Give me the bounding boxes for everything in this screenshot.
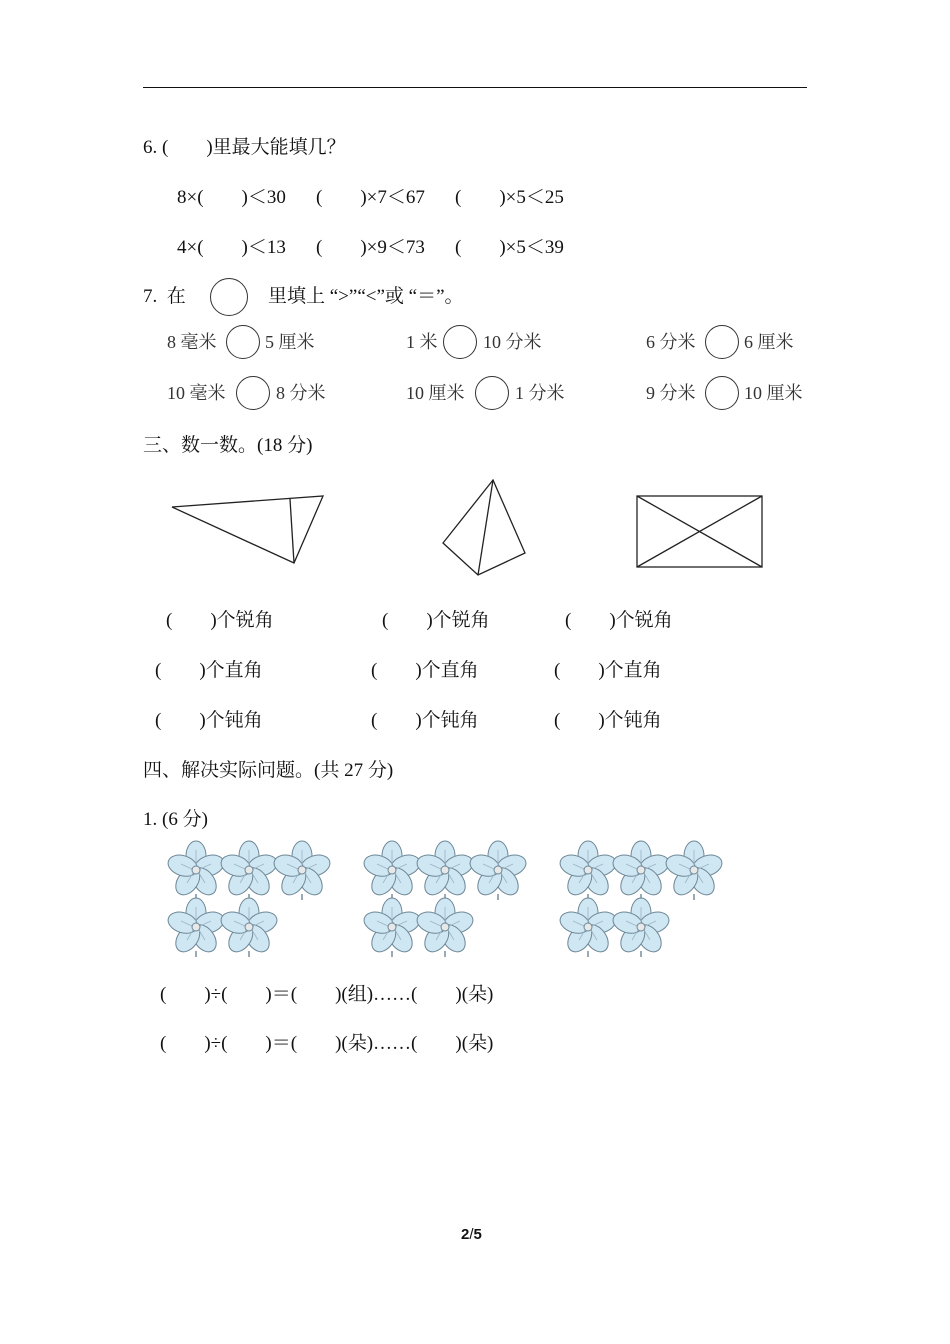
flower-groups: [0, 830, 950, 970]
q7-r2-i1-left: 10 毫米: [167, 383, 226, 403]
section4-q1-title: 1. (6 分): [143, 809, 208, 830]
flower-icon: [361, 841, 422, 900]
q7-r1-i2-left: 1 米: [406, 332, 438, 352]
flower-icon: [610, 898, 671, 957]
flower-icon: [414, 841, 475, 900]
page-indicator: [461, 1226, 482, 1243]
section4-heading: 四、解决实际问题。(共 27 分): [143, 760, 394, 781]
flower-icon: [414, 898, 475, 957]
page-separator: /: [469, 1226, 474, 1243]
flower-icon: [467, 841, 528, 900]
q6-title: 6. ( )里最大能填几？: [143, 137, 346, 158]
figure-rectangle: [637, 496, 762, 567]
page-current: 2: [461, 1226, 470, 1243]
flower-icon: [271, 841, 332, 900]
q6-r1-c3: ( )×5＜25: [455, 187, 564, 208]
flower-icon: [361, 898, 422, 957]
q6-r1-c1: 8×( )＜30: [177, 187, 286, 208]
q7-r2-i3-right: 10 厘米: [744, 383, 803, 403]
q7-r1-i3-right: 6 厘米: [744, 332, 794, 352]
fig2-acute: ( )个锐角: [382, 610, 490, 631]
flower-icon: [557, 898, 618, 957]
page-total: 5: [473, 1226, 482, 1243]
equation-2: ( )÷( )＝( )(朵)……( )(朵): [160, 1033, 494, 1054]
fig1-acute: ( )个锐角: [166, 610, 274, 631]
equation-1: ( )÷( )＝( )(组)……( )(朵): [160, 984, 494, 1005]
q6-r2-c2: ( )×9＜73: [316, 237, 425, 258]
flower-icon: [165, 898, 226, 957]
fig3-right: ( )个直角: [554, 660, 662, 681]
flower-icon: [557, 841, 618, 900]
q7-r2-i3-left: 9 分米: [646, 383, 696, 403]
q6-r2-c3: ( )×5＜39: [455, 237, 564, 258]
fig3-obtuse: ( )个钝角: [554, 710, 662, 731]
section3-heading: 三、数一数。(18 分): [143, 435, 313, 456]
q7-suffix: 里填上 “>”“<”或 “＝”。: [268, 286, 464, 307]
fig3-acute: ( )个锐角: [565, 610, 673, 631]
flower-icon: [663, 841, 724, 900]
q7-r1-i3-left: 6 分米: [646, 332, 696, 352]
q6-r1-c2: ( )×7＜67: [316, 187, 425, 208]
flower-icon: [218, 841, 279, 900]
fig1-right: ( )个直角: [155, 660, 263, 681]
q7-r1-i1-right: 5 厘米: [265, 332, 315, 352]
geometry-figures: [0, 0, 950, 600]
q7-r2-i2-right: 1 分米: [515, 383, 565, 403]
q6-r2-c1: 4×( )＜13: [177, 237, 286, 258]
flower-icon: [610, 841, 671, 900]
fig2-obtuse: ( )个钝角: [371, 710, 479, 731]
q7-r2-i1-right: 8 分米: [276, 383, 326, 403]
q7-prefix: 7. 在: [143, 286, 186, 307]
fig2-right: ( )个直角: [371, 660, 479, 681]
figure-kite: [443, 480, 525, 575]
flower-icon: [165, 841, 226, 900]
q7-r1-i1-left: 8 毫米: [167, 332, 217, 352]
q7-r1-i2-right: 10 分米: [483, 332, 542, 352]
q7-r2-i2-left: 10 厘米: [406, 383, 465, 403]
fig1-obtuse: ( )个钝角: [155, 710, 263, 731]
flower-icon: [218, 898, 279, 957]
figure-triangle: [172, 496, 323, 563]
